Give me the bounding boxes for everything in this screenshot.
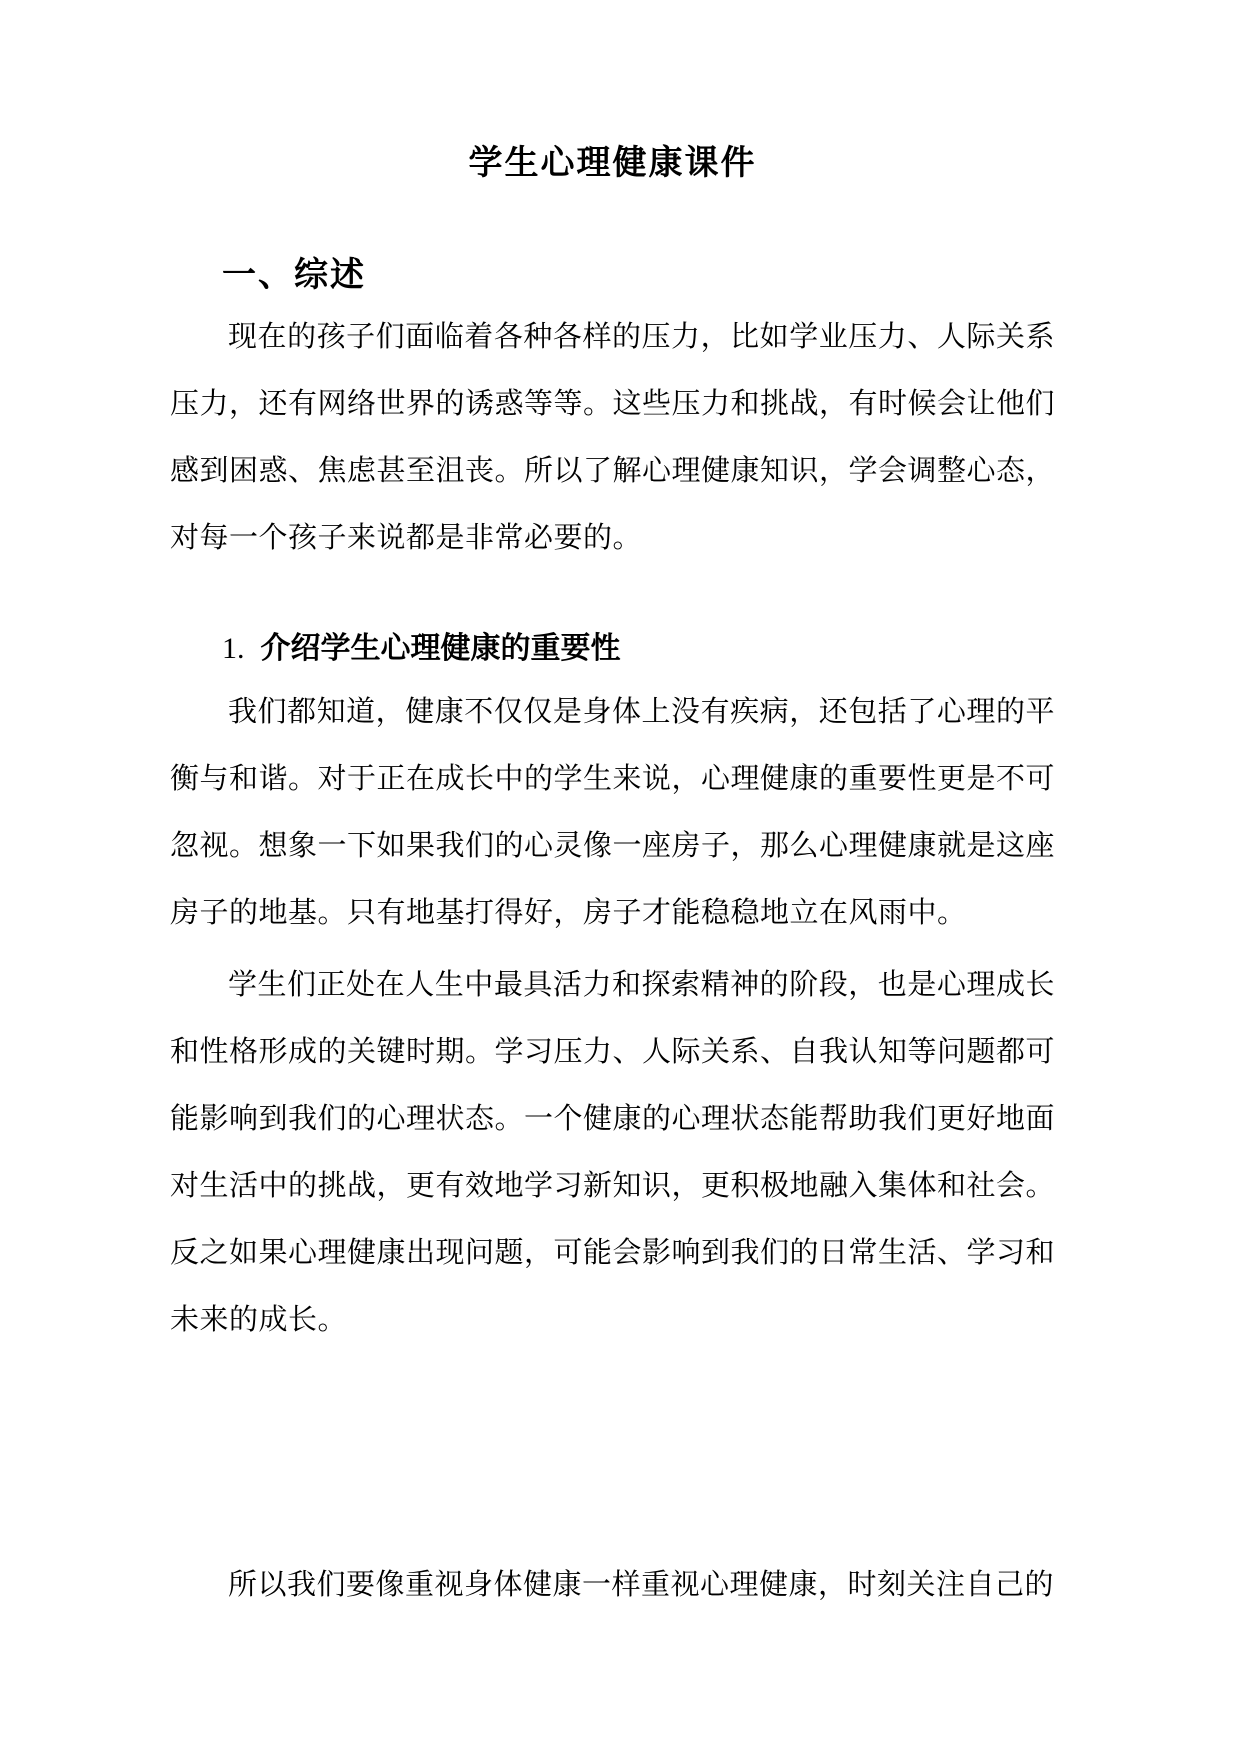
paragraph-intro: 现在的孩子们面临着各种各样的压力，比如学业压力、人际关系压力，还有网络世界的诱惑等等。这些压力和挑战，有时候会让他们感到困惑、焦虑甚至沮丧。所以了解心理健康知识，学会调整心态，对每一个孩子来说都是非常必要的。: [170, 321, 1056, 554]
subsection-heading-importance: [222, 627, 1055, 671]
subsection-number: 1.: [222, 632, 245, 665]
subsection-title: 介绍学生心理健康的重要性: [260, 632, 621, 665]
section-heading-overview: 一、综述: [222, 256, 366, 294]
document-title: 学生心理健康课件: [468, 144, 757, 182]
paragraph-body: 我们都知道，健康不仅仅是身体上没有疾病，还包括了心理的平衡与和谐。对于正在成长中的学生来说，心理健康的重要性更是不可忽视。想象一下如果我们的心灵像一座房子，那么心理健康就是这座房子的地基。只有地基打得好，房子才能稳稳地立在风雨中。: [170, 696, 1056, 929]
paragraph-body-truncated: 所以我们要像重视身体健康一样重视心理健康，时刻关注自己的: [228, 1569, 1055, 1601]
paragraph-body: 学生们正处在人生中最具活力和探索精神的阶段，也是心理成长和性格形成的关键时期。学习压力、人际关系、自我认知等问题都可能影响到我们的心理状态。一个健康的心理状态能帮助我们更好地面对生活中的挑战，更有效地学习新知识，更积极地融入集体和社会。反之如果心理健康出现问题，可能会影响到我们的日常生活、学习和未来的成长。: [170, 969, 1056, 1336]
